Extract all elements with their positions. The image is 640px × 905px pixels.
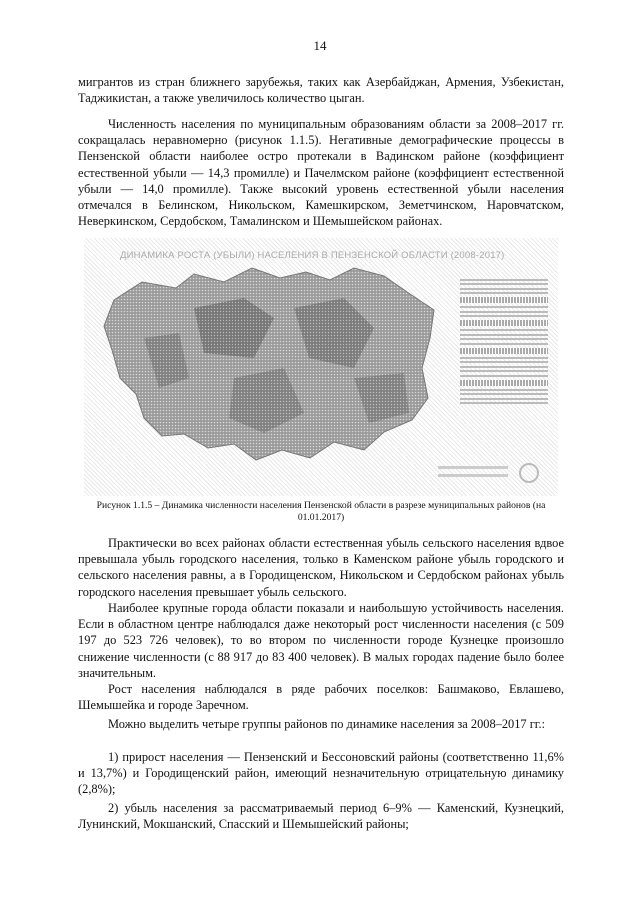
paragraph-groups-intro: Можно выделить четыре группы районов по динамике населения за 2008–2017 гг.: (108, 717, 546, 731)
paragraph-cities: Наиболее крупные города области показали и наибольшую устойчивость населения. Если в областном центре наблюдался даже некоторый рост численности населения (с 509 197 до 523 726 человек), то во втором по численности городе Кузнецке произошло снижение численности (с 88 917 до 83 400 человек). В малых городах падение было более значительным. (78, 601, 564, 680)
paragraph-population-dynamics: Численность населения по муниципальным образованиям области за 2008–2017 гг. сокращалась неравномерно (рисунок 1.1.5). Негативные демографические процессы в Пензенской области наиболее остро протекали в Вадинском районе (коэффициент естественной убыли — 14,3 промилле) и Пачелмском районе (коэффициент естественной убыли — 14,0 промилле). Также высокий уровень естественной убыли населения отмечался в Белинском, Никольском, Камешкирском, Земетчинском, Наровчатском, Неверкинском, Сердобском, Тамалинском и Шемышейском районах. (78, 117, 564, 229)
population-map-figure (84, 238, 558, 496)
paragraph-rural-urban: Практически во всех районах области естественная убыль сельского населения вдвое превышала убыль городского населения, только в Каменском районе убыль городского и сельского населения равны, а в Городищенском, Никольском и Сердобском районах убыль городского населения превышает убыль сельского. (78, 536, 564, 599)
map-logo (434, 460, 544, 486)
paragraph-settlements: Рост населения наблюдался в ряде рабочих поселков: Башмаково, Евлашево, Шемышейка и городе Заречном. (78, 682, 564, 713)
page-number: 14 (313, 38, 327, 53)
map-legend (460, 276, 548, 438)
figure-caption: Рисунок 1.1.5 – Динамика численности населения Пензенской области в разрезе муниципальных районов (на 01.01.2017) (96, 500, 546, 523)
figure-title: ДИНАМИКА РОСТА (УБЫЛИ) НАСЕЛЕНИЯ В ПЕНЗЕНСКОЙ ОБЛАСТИ (2008-2017) (120, 250, 505, 261)
paragraph-migrants: мигрантов из стран ближнего зарубежья, таких как Азербайджан, Армения, Узбекистан, Таджикистан, а также увеличилось количество цыган. (78, 75, 564, 106)
list-item-group-1: 1) прирост населения — Пензенский и Бессоновский районы (соответственно 11,6% и 13,7%) и Городищенский район, имеющий незначительную отрицательную динамику (2,8%); (78, 750, 564, 797)
list-item-group-2: 2) убыль населения за рассматриваемый период 6–9% — Каменский, Кузнецкий, Лунинский, Мокшанский, Спасский и Шемышейский районы; (78, 801, 564, 832)
